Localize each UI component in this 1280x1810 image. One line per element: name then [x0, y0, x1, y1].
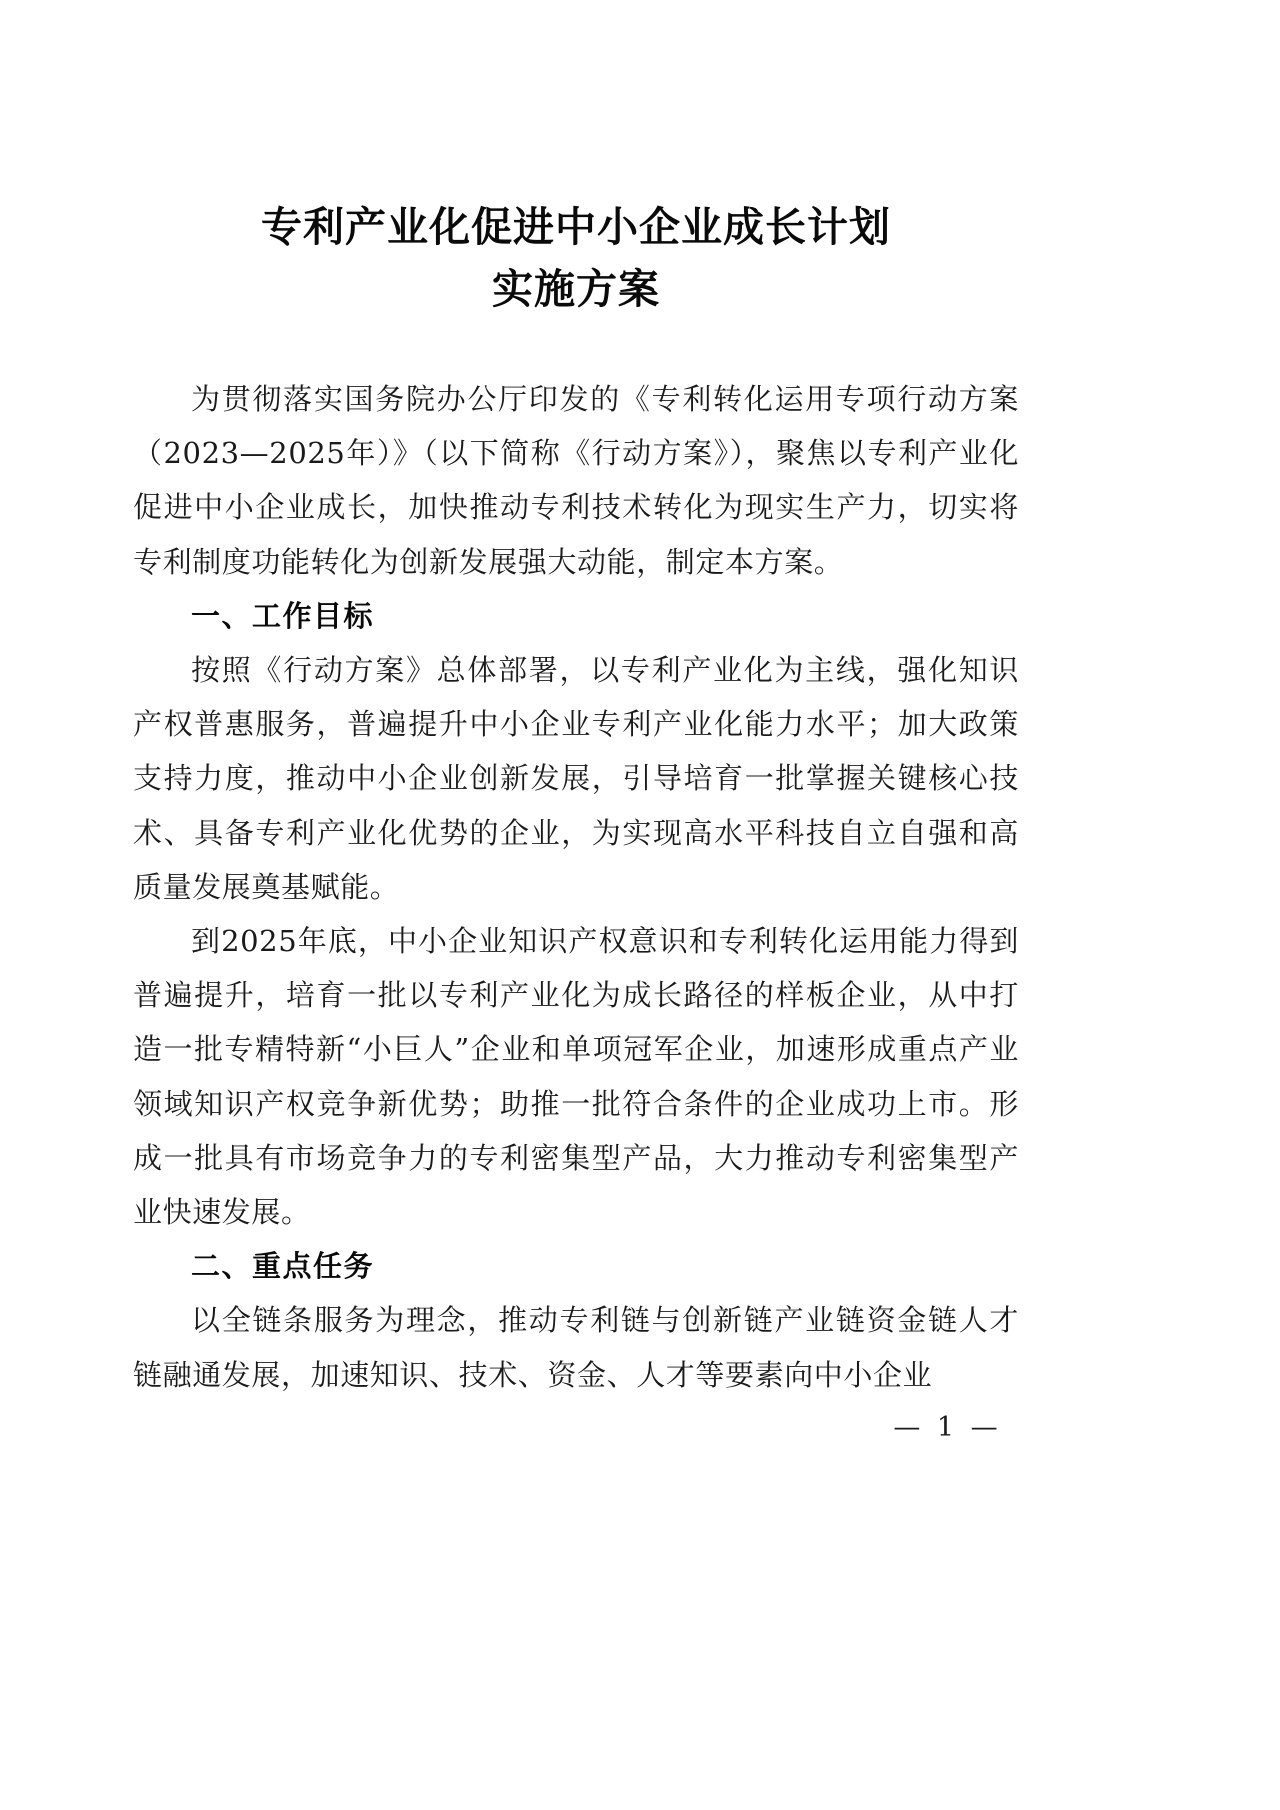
document-body [133, 372, 1019, 1402]
title-line-2: 实施方案 [492, 265, 660, 313]
page-footer [0, 1412, 1280, 1443]
paragraph-goals-overall: 按照《行动方案》总体部署，以专利产业化为主线，强化知识产权普惠服务，普遍提升中小企业专利产业化能力水平；加大政策支持力度，推动中小企业创新发展，引导培育一批掌握关键核心技术、具备专利产业化优势的企业，为实现高水平科技自立自强和高质量发展奠基赋能。 [133, 653, 1019, 904]
paragraph-tasks-intro: 以全链条服务为理念，推动专利链与创新链产业链资金链人才链融通发展，加速知识、技术、资金、人才等要素向中小企业 [133, 1303, 1019, 1392]
page-title [133, 0, 1019, 320]
page-number: — 1 — [893, 1412, 1002, 1443]
section-heading-key-tasks: 二、重点任务 [191, 1249, 375, 1284]
document-content-column [133, 0, 1019, 1402]
paragraph-preamble: 为贯彻落实国务院办公厅印发的《专利转化运用专项行动方案（2023—2025年）》（以下简称《行动方案》），聚焦以专利产业化促进中小企业成长，加快推动专利技术转化为现实生产力，切实将专利制度功能转化为创新发展强大动能，制定本方案。 [133, 382, 1019, 579]
title-line-1: 专利产业化促进中小企业成长计划 [261, 203, 891, 251]
section-heading-work-goals: 一、工作目标 [191, 598, 375, 633]
paragraph-goals-2025: 到2025年底，中小企业知识产权意识和专利转化运用能力得到普遍提升，培育一批以专利产业化为成长路径的样板企业，从中打造一批专精特新“小巨人”企业和单项冠军企业，加速形成重点产业领域知识产权竞争新优势；助推一批符合条件的企业成功上市。形成一批具有市场竞争力的专利密集型产品，大力推动专利密集型产业快速发展。 [133, 924, 1019, 1230]
